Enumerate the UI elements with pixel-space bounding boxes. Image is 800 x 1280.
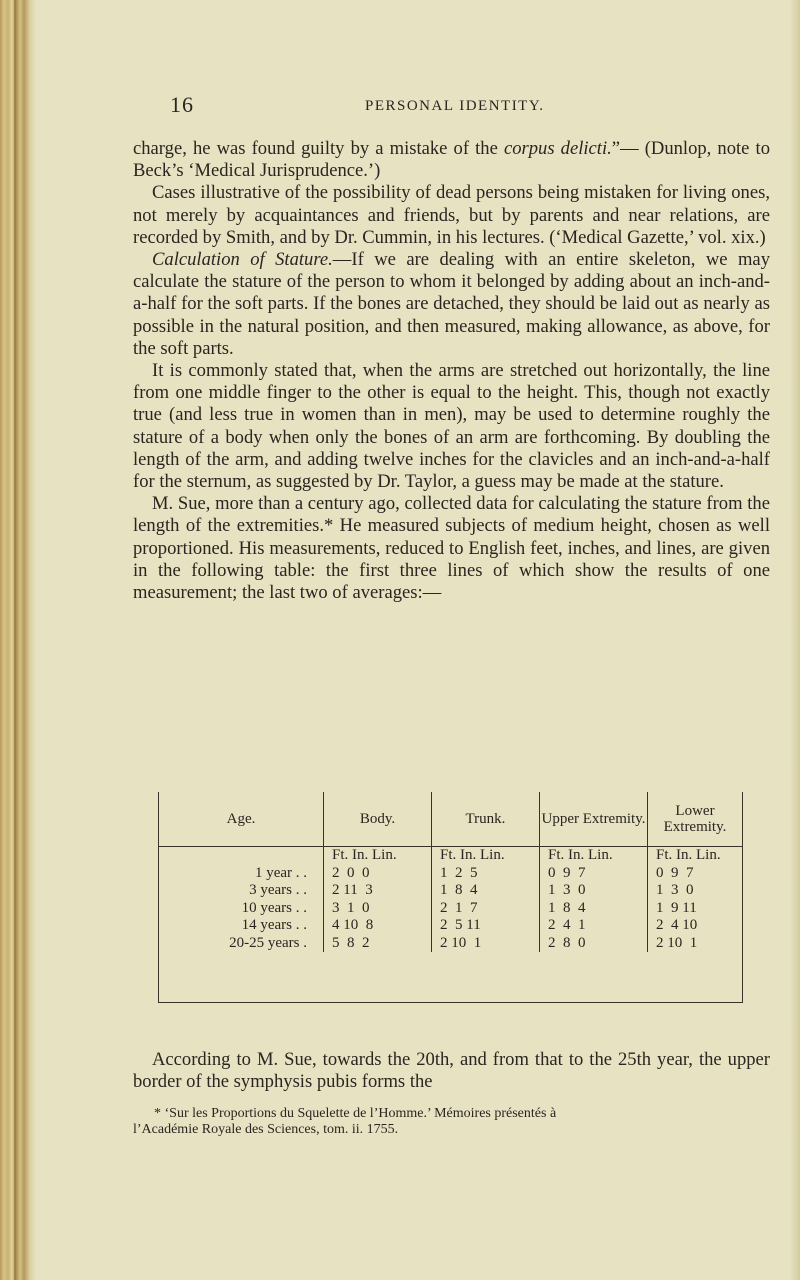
trunk-cell: 2 10 1 <box>440 934 482 951</box>
body-cell: 2 11 3 <box>332 882 373 898</box>
age-cell: 14 years . . <box>241 917 307 933</box>
stature-table <box>158 792 743 1003</box>
body-text <box>133 138 770 604</box>
text-run: Cases illustrative of the possibility of dead persons being mistaken for living ones, not merely by acquaintances and friends, but by parents and near relations, are recorded by Smith, and by Dr. Cummin, in his lectures. (‘Medical Gazette,’ vol. xix.) <box>133 182 770 248</box>
footnote-line: l’Académie Royale des Sciences, tom. ii. 1755. <box>133 1122 399 1137</box>
header-body: Body. <box>324 792 432 847</box>
paragraph: According to M. Sue, towards the 20th, and from that to the 25th year, the upper border of the symphysis pubis forms the <box>133 1048 770 1092</box>
trunk-cell: 2 5 11 <box>440 917 481 933</box>
lower-cell: 0 9 7 <box>656 864 694 881</box>
footnote-line: * ‘Sur les Proportions du Squelette de l’Homme.’ Mémoires présentés à <box>154 1106 557 1121</box>
body-cell: 4 10 8 <box>332 917 374 933</box>
header-lower-extremity: Lower Extremity. <box>648 792 743 847</box>
paragraph-after-table <box>133 1030 770 1112</box>
paragraph <box>133 249 770 360</box>
paragraph <box>133 138 770 182</box>
header-age: Age. <box>159 792 324 847</box>
text-run: It is commonly stated that, when the arms are stretched out horizontally, the line from one middle finger to the other is equal to the height. This, though not exactly true (and less true in women than in men), may be used to determine roughly the stature of a body when only the bones of an arm are forthcoming. By doubling the length of the arm, and adding twelve inches for the clavicles and an inch-and-a-half for the sternum, as suggested by Dr. Taylor, a guess may be made at the stature. <box>133 360 770 493</box>
paragraph <box>133 182 770 249</box>
body-column <box>324 847 432 953</box>
upper-cell: 2 4 1 <box>548 917 586 933</box>
units-label: Ft. In. Lin. <box>548 847 613 863</box>
header-trunk: Trunk. <box>432 792 540 847</box>
trunk-cell: 2 1 7 <box>440 899 478 916</box>
units-label: Ft. In. Lin. <box>440 847 505 863</box>
age-cell: 10 years . . <box>241 899 307 916</box>
lower-cell: 1 9 11 <box>656 899 697 916</box>
upper-cell: 2 8 0 <box>548 934 586 951</box>
italic-text: Calculation of Stature. <box>152 249 333 271</box>
body-cell: 3 1 0 <box>332 899 370 916</box>
page-number: 16 <box>170 92 194 117</box>
table-header-row <box>159 792 742 847</box>
units-label: Ft. In. Lin. <box>656 847 721 863</box>
trunk-cell: 1 8 4 <box>440 882 478 898</box>
age-cell: 1 year . . <box>254 864 307 881</box>
running-head-title: PERSONAL IDENTITY. <box>365 98 545 114</box>
lower-cell: 2 4 10 <box>656 917 698 933</box>
text-run: ”— (Dunlop, note to Beck’s ‘Medical Jurisprudence.’) <box>133 138 770 182</box>
upper-cell: 0 9 7 <box>548 864 586 881</box>
body-cell: 2 0 0 <box>332 864 370 881</box>
age-cell: 20-25 years . <box>229 934 307 951</box>
units-label: Ft. In. Lin. <box>332 847 397 863</box>
text-run: —If we are dealing with an entire skeleton, we may calculate the stature of the person to whom it belonged by adding about an inch-and-a-half for the soft parts. If the bones are detached, they should be laid out as nearly as possible in the natural position, and then measured, making allowance, as above, for the soft parts. <box>133 249 770 359</box>
header-upper-extremity: Upper Extremity. <box>540 792 648 847</box>
running-head <box>125 92 765 122</box>
body-cell: 5 8 2 <box>332 934 370 951</box>
age-cell: 3 years . . <box>249 882 307 898</box>
paragraph <box>133 360 770 493</box>
footnote <box>133 1106 770 1138</box>
lower-cell: 2 10 1 <box>656 934 698 951</box>
upper-cell: 1 8 4 <box>548 899 586 916</box>
upper-extremity-column <box>540 847 648 953</box>
paragraph <box>133 493 770 604</box>
italic-text: corpus delicti. <box>503 138 612 159</box>
trunk-cell: 1 2 5 <box>440 864 478 881</box>
trunk-column <box>432 847 540 953</box>
text-run: charge, he was found guilty by a mistake of the <box>133 138 504 159</box>
text-run: M. Sue, more than a century ago, collected data for calculating the stature from the length of the extremities.* He measured subjects of medium height, chosen as well proportioned. His measurements, reduced to English feet, inches, and lines, are given in the following table: the first three lines of which show the results of one measurement; the last two of averages:— <box>133 493 770 604</box>
lower-extremity-column <box>648 847 743 953</box>
lower-cell: 1 3 0 <box>656 882 694 898</box>
upper-cell: 1 3 0 <box>548 882 586 898</box>
age-column <box>159 847 324 953</box>
